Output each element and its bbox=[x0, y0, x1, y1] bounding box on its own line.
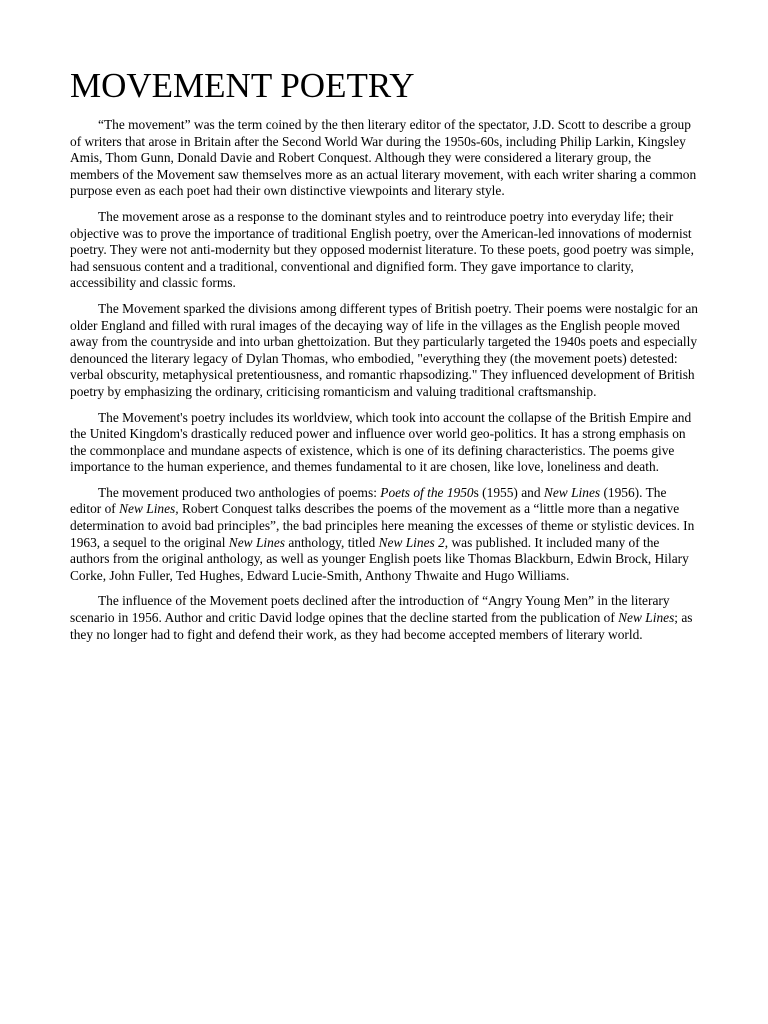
text-segment: The movement produced two anthologies of poems: bbox=[98, 484, 381, 500]
document-title: MOVEMENT POETRY bbox=[70, 66, 415, 105]
paragraph-1: “The movement” was the term coined by the then literary editor of the spectator, J.D. Scott to describe a group of writers that arose in Britain after the Second World War during the 1950s-60s, including Philip Larkin, Kingsley Amis, Thom Gunn, Donald Davie and Robert Conquest. Although they were considered a literary group, the members of the Movement saw themselves more as an actual literary movement, with each writer sharing a common purpose even as each poet had their own distinctive viewpoints and literary style. bbox=[70, 117, 697, 199]
italic-title: New Lines 2 bbox=[378, 534, 445, 550]
text-segment: anthology, titled bbox=[284, 534, 379, 550]
italic-title: New Lines, bbox=[119, 501, 179, 517]
text-segment: (1956). The editor of bbox=[70, 484, 667, 517]
paragraph-3: The Movement sparked the divisions among different types of British poetry. Their poems were nostalgic for an older England and filled with rural images of the decaying way of life in the villages as the English people moved away from the countryside and into urban ghettoization. But they particularly targeted the 1940s poets and especially denounced the literary legacy of Dylan Thomas, who embodied, "everything they (the movement poets) detested: verbal obscurity, metaphysical pretentiousness, and romantic rhapsodizing." They influenced development of British poetry by emphasizing the ordinary, criticising romanticism and valuing traditional craftsmanship. bbox=[70, 300, 698, 399]
italic-title: Poets of the 1950 bbox=[380, 484, 474, 500]
paragraph-4: The Movement's poetry includes its worldview, which took into account the collapse of the British Empire and the United Kingdom's drastically reduced power and influence over world geo-politics. It has a strong emphasis on the commonplace and mundane aspects of existence, which is one of its defining characteristics. The poems give importance to the human experience, and themes fundamental to it are chosen, like love, loneliness and death. bbox=[70, 409, 692, 475]
text-segment: Robert Conquest talks describes the poems of the movement as a “little more than a negative determination to avoid bad principles”, the bad principles here meaning the excesses of theme or stylistic devices. In 1963, a sequel to the original bbox=[70, 501, 695, 550]
italic-title: New Lines bbox=[618, 610, 675, 626]
paragraph-2: The movement arose as a response to the dominant styles and to reintroduce poetry into everyday life; their objective was to prove the importance of traditional English poetry, over the American-led innovations of modernist poetry. They were not anti-modernity but they opposed modernist literature. To these poets, good poetry was simple, had sensuous content and a traditional, conventional and dignified form. They gave importance to clarity, accessibility and classic forms. bbox=[70, 208, 694, 291]
text-segment: s (1955) and bbox=[473, 484, 544, 500]
text-segment: , was published. It included many of the authors from the original anthology, as well as younger English poets like Thomas Blackburn, Edwin Brock, Hilary Corke, John Fuller, Ted Hughes, Edward Lucie-Smith, Anthony Thwaite and Hugo Williams. bbox=[70, 534, 689, 583]
text-segment: ; as they no longer had to fight and defend their work, as they had become accepted members of literary world. bbox=[70, 610, 693, 642]
italic-title: New Lines bbox=[228, 534, 285, 550]
paragraph-5 bbox=[70, 485, 700, 585]
document-page bbox=[70, 64, 700, 652]
paragraph-6 bbox=[70, 593, 700, 643]
italic-title: New Lines bbox=[543, 484, 601, 500]
text-segment: The influence of the Movement poets declined after the introduction of “Angry Young Men” in the literary scenario in 1956. Author and critic David lodge opines that the decline started from the publication of bbox=[70, 593, 670, 626]
